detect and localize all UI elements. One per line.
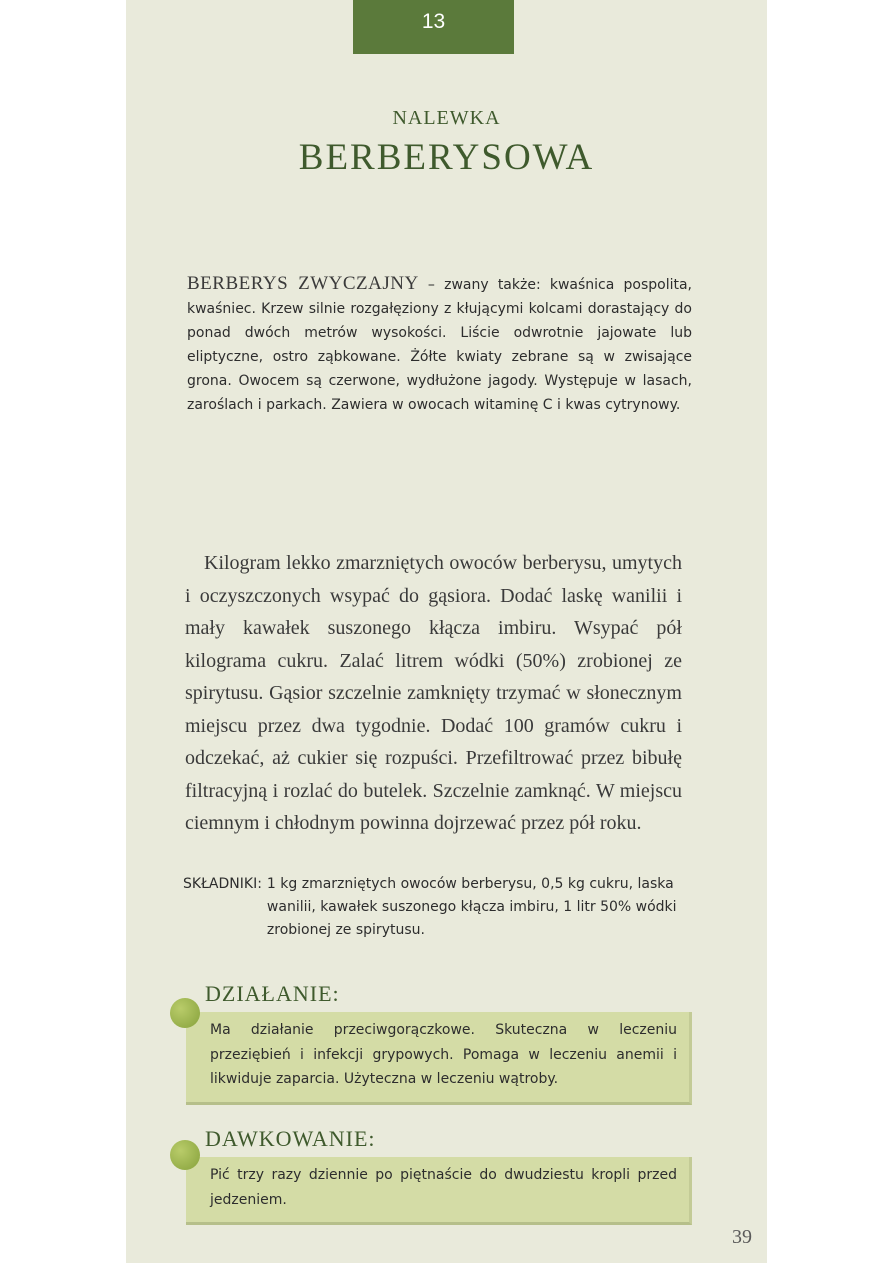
action-bullet-icon	[170, 998, 200, 1028]
book-page	[126, 0, 767, 1263]
recipe-instructions: Kilogram lekko zmarzniętych owoców berberysu, umytych i oczyszczonych wsypać do gąsiora. Dodać laskę wanilii i mały kawałek suszonego kłącza imbiru. Wsypać pół kilograma cukru. Zalać litrem wódki (50%) zrobionej ze spirytusu. Gąsior szczelnie zamknięty trzymać w słonecznym miejscu przez dwa tygodnie. Dodać 100 gramów cukru i odczekać, aż cukier się rozpuści. Przefiltrować przez bibułę filtracyjną i rozlać do butelek. Szczelnie zamknąć. W miejscu ciemnym i chłodnym powinna dojrzewać przez pół roku.	[185, 552, 682, 834]
plant-name: BERBERYS ZWYCZAJNY	[187, 273, 419, 294]
action-heading: DZIAŁANIE:	[205, 981, 340, 1006]
recipe-subtitle: NALEWKA	[392, 107, 501, 129]
recipe-title: BERBERYSOWA	[298, 137, 595, 178]
dosage-box: Pić trzy razy dziennie po piętnaście do dwudziestu kropli przed jedzeniem.	[186, 1157, 692, 1225]
chapter-number-tab: 13	[353, 0, 514, 54]
plant-description	[187, 272, 692, 417]
dosage-bullet-icon	[170, 1140, 200, 1170]
ingredients-block	[183, 873, 693, 942]
page-number: 39	[732, 1226, 752, 1248]
action-box: Ma działanie przeciwgorączkowe. Skuteczna w leczeniu przeziębień i infekcji grypowych. Pomaga w leczeniu anemii i likwiduje zaparcia. Użyteczna w leczeniu wątroby.	[186, 1012, 692, 1105]
ingredients-label: SKŁADNIKI:	[183, 876, 262, 892]
ingredients-text: 1 kg zmarzniętych owoców berberysu, 0,5 kg cukru, laska wanilii, kawałek suszonego kłącza imbiru, 1 litr 50% wódki zrobionej ze spirytusu.	[266, 876, 677, 938]
plant-description-text: – zwany także: kwaśnica pospolita, kwaśniec. Krzew silnie rozgałęziony z kłującymi kolcami dorastający do ponad dwóch metrów wysokości. Liście odwrotnie jajowate lub eliptyczne, ostro ząbkowane. Żółte kwiaty zebrane są w zwisające grona. Owocem są czerwone, wydłużone jagody. Występuje w lasach, zaroślach i parkach. Zawiera w owocach witaminę C i kwas cytrynowy.	[187, 277, 693, 413]
dosage-heading: DAWKOWANIE:	[205, 1126, 376, 1151]
